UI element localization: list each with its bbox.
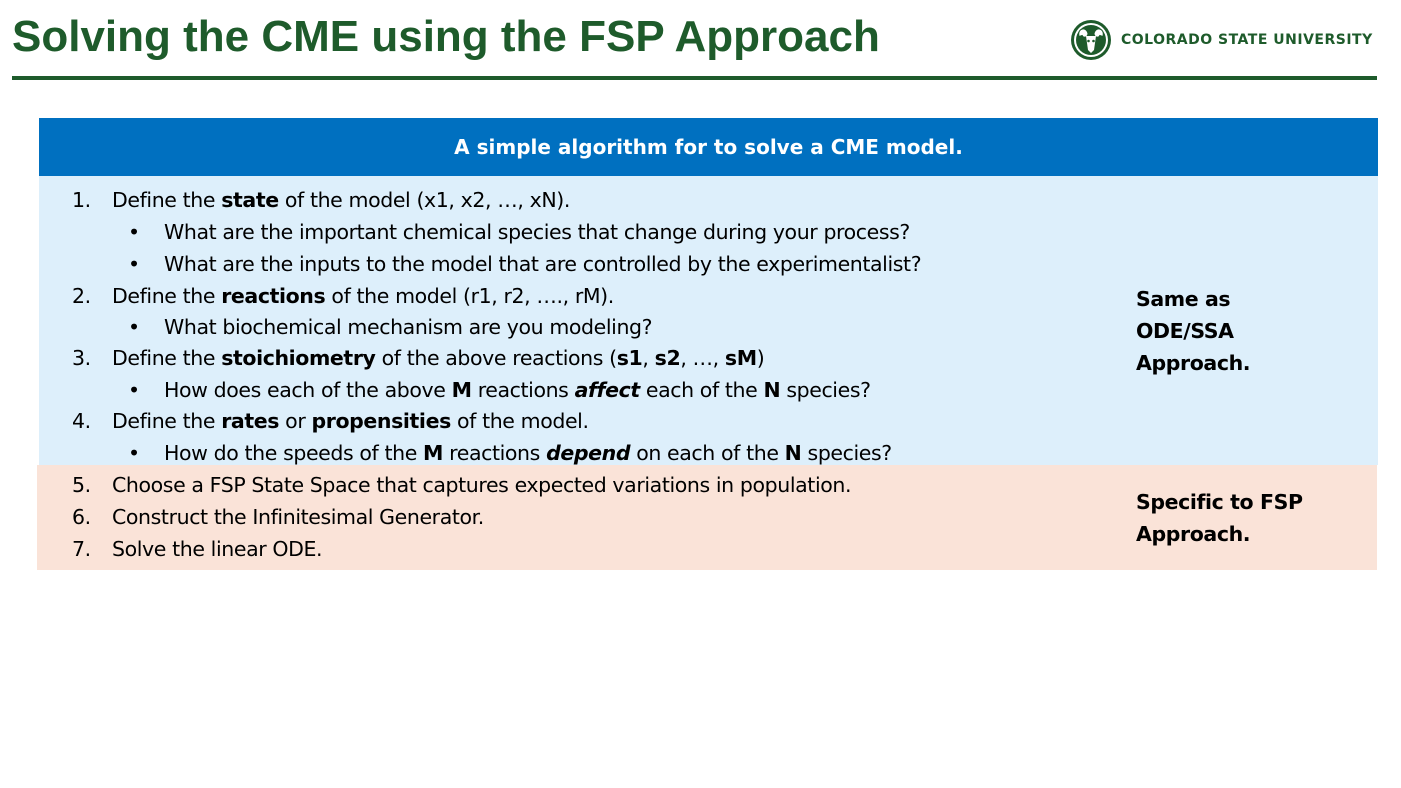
ram-head-icon [1069,18,1113,62]
step-3: 3. Define the stoichiometry of the above reactions (s1, s2, …, sM) [72,346,765,370]
table-header: A simple algorithm for to solve a CME model. [39,118,1378,176]
logo-wordmark: COLORADO STATE UNIVERSITY [1121,32,1373,48]
note-fsp-steps: Specific to FSP Approach. [1136,490,1303,546]
step-1-bullet-2: • What are the inputs to the model that are controlled by the experimentalist? [128,252,922,276]
step-2-bullet-1: • What biochemical mechanism are you modeling? [128,315,653,339]
university-logo [1069,18,1373,62]
step-1: 1. Define the state of the model (x1, x2, …, xN). [72,188,570,212]
page-title: Solving the CME using the FSP Approach [12,12,880,61]
step-1-bullet-1: • What are the important chemical species that change during your process? [128,220,910,244]
step-4: 4. Define the rates or propensities of the model. [72,409,589,433]
title-divider [12,76,1377,80]
step-6: 6. Construct the Infinitesimal Generator. [72,505,484,529]
step-7: 7. Solve the linear ODE. [72,537,323,561]
step-5: 5. Choose a FSP State Space that captures expected variations in population. [72,473,852,497]
step-4-bullet-1: • How do the speeds of the M reactions depend on each of the N species? [128,441,892,465]
note-common-steps: Same as ODE/SSA Approach. [1136,287,1251,375]
step-3-bullet-1: • How does each of the above M reactions affect each of the N species? [128,378,871,402]
step-2: 2. Define the reactions of the model (r1, r2, …., rM). [72,284,614,308]
